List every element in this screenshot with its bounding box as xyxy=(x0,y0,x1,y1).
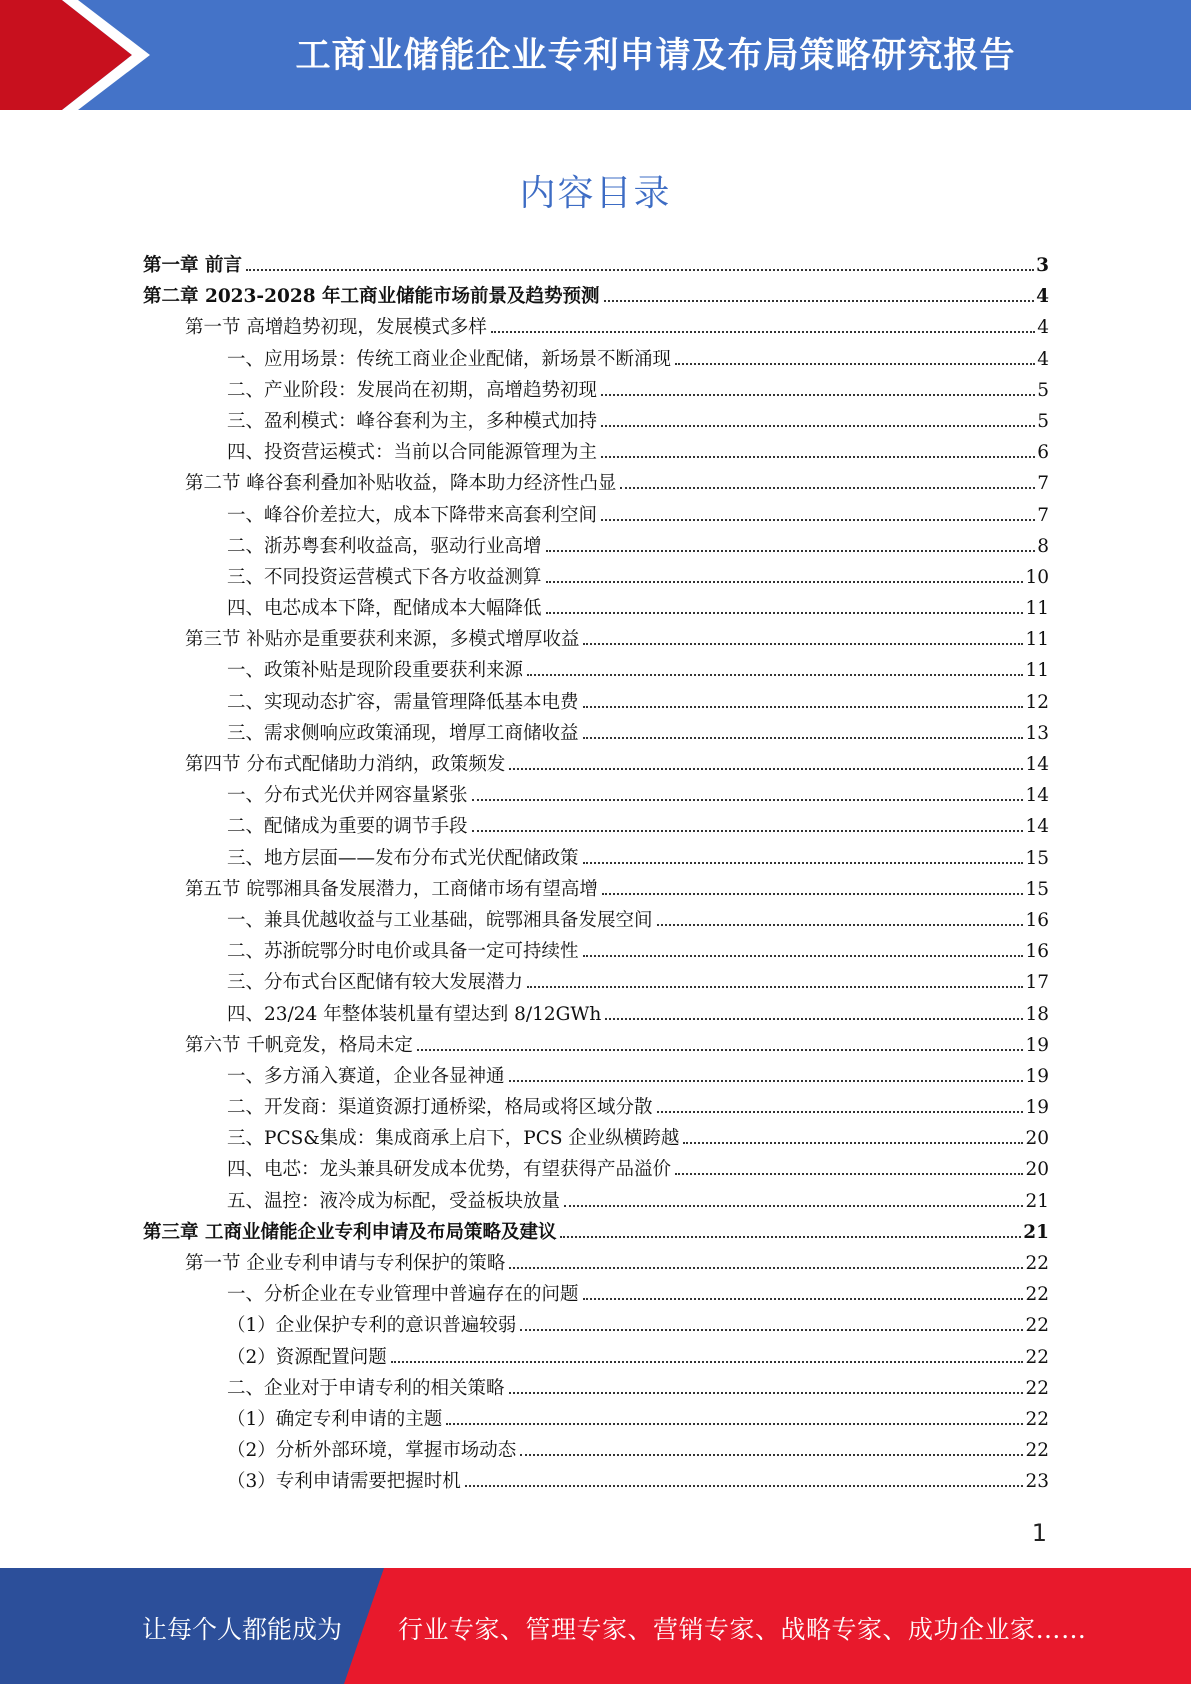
toc-entry-title: 四、投资营运模式：当前以合同能源管理为主 xyxy=(227,442,598,464)
toc-dot-leader xyxy=(601,425,1035,427)
toc-entry-title: 二、实现动态扩容，需量管理降低基本电费 xyxy=(227,691,579,713)
toc-dot-leader xyxy=(246,269,1034,271)
toc-dot-leader xyxy=(546,550,1036,552)
toc-entry-page: 18 xyxy=(1025,1003,1049,1025)
toc-entry-title: （2）资源配置问题 xyxy=(227,1346,387,1368)
toc-entry-title: 第二节 峰谷套利叠加补贴收益，降本助力经济性凸显 xyxy=(185,473,617,495)
toc-entry[interactable] xyxy=(143,1408,1049,1439)
toc-dot-leader xyxy=(446,1423,1023,1425)
toc-entry[interactable] xyxy=(143,566,1049,597)
toc-entry[interactable] xyxy=(143,348,1049,379)
toc-dot-leader xyxy=(509,1392,1024,1394)
toc-dot-leader xyxy=(546,612,1024,614)
toc-dot-leader xyxy=(601,394,1035,396)
toc-entry-title: 二、配储成为重要的调节手段 xyxy=(227,816,468,838)
toc-entry[interactable] xyxy=(143,784,1049,815)
toc-dot-leader xyxy=(520,1454,1023,1456)
toc-entry[interactable] xyxy=(143,472,1049,503)
toc-dot-leader xyxy=(560,1236,1021,1238)
toc-entry-page: 6 xyxy=(1037,442,1049,464)
toc-entry[interactable] xyxy=(143,316,1049,347)
toc-entry[interactable] xyxy=(143,1096,1049,1127)
toc-entry[interactable] xyxy=(143,909,1049,940)
toc-dot-leader xyxy=(527,986,1023,988)
toc-entry-page: 7 xyxy=(1037,504,1049,526)
toc-dot-leader xyxy=(465,1485,1024,1487)
header-banner xyxy=(0,0,1191,110)
toc-entry[interactable] xyxy=(143,1377,1049,1408)
toc-entry-title: 第一章 前言 xyxy=(143,255,242,276)
toc-entry-page: 22 xyxy=(1025,1408,1049,1430)
toc-heading: 内容目录 xyxy=(519,173,672,214)
toc-dot-leader xyxy=(683,1142,1023,1144)
toc-entry-page: 13 xyxy=(1025,722,1049,744)
toc-entry-title: 二、产业阶段：发展尚在初期，高增趋势初现 xyxy=(227,379,598,401)
toc-entry[interactable] xyxy=(143,940,1049,971)
toc-entry-page: 21 xyxy=(1025,1190,1049,1212)
toc-entry-page: 15 xyxy=(1025,878,1049,900)
toc-dot-leader xyxy=(491,331,1035,333)
toc-entry-page: 11 xyxy=(1025,660,1049,682)
toc-entry[interactable] xyxy=(143,1065,1049,1096)
toc-entry-title: 四、电芯成本下降，配储成本大幅降低 xyxy=(227,598,542,620)
toc-entry-page: 22 xyxy=(1025,1284,1049,1306)
header-arrow-decoration xyxy=(0,0,160,110)
toc-entry-page: 19 xyxy=(1025,1034,1049,1056)
toc-entry[interactable] xyxy=(143,878,1049,909)
toc-entry-page: 22 xyxy=(1025,1253,1049,1274)
toc-entry-title: 一、分布式光伏并网容量紧张 xyxy=(227,785,468,807)
toc-dot-leader xyxy=(602,893,1024,895)
toc-entry-page: 22 xyxy=(1025,1377,1049,1399)
toc-entry[interactable] xyxy=(143,847,1049,878)
toc-entry-title: 第四节 分布式配储助力消纳，政策频发 xyxy=(185,754,506,775)
toc-dot-leader xyxy=(472,799,1024,801)
toc-dot-leader xyxy=(520,1329,1023,1331)
toc-entry-page: 7 xyxy=(1037,473,1049,495)
toc-entry-title: 三、PCS&集成：集成商承上启下，PCS 企业纵横跨越 xyxy=(227,1128,680,1150)
toc-entry-page: 5 xyxy=(1037,410,1049,432)
toc-entry[interactable] xyxy=(143,285,1049,316)
toc-dot-leader xyxy=(509,768,1023,770)
toc-entry-title: 第五节 皖鄂湘具备发展潜力，工商储市场有望高增 xyxy=(185,878,598,900)
toc-entry-title: 三、地方层面——发布分布式光伏配储政策 xyxy=(227,847,579,869)
toc-entry-page: 14 xyxy=(1025,816,1049,838)
toc-entry[interactable] xyxy=(143,1252,1049,1283)
toc-entry-title: 二、开发商：渠道资源打通桥梁，格局或将区域分散 xyxy=(227,1097,653,1119)
toc-entry[interactable] xyxy=(143,1470,1049,1501)
toc-dot-leader xyxy=(583,862,1024,864)
toc-dot-leader xyxy=(605,1018,1023,1020)
footer-banner xyxy=(0,1568,1191,1684)
toc-entry-page: 16 xyxy=(1025,909,1049,931)
toc-dot-leader xyxy=(472,830,1024,832)
toc-entry[interactable] xyxy=(143,535,1049,566)
toc-entry-page: 22 xyxy=(1025,1346,1049,1368)
toc-entry-title: 五、温控：液冷成为标配，受益板块放量 xyxy=(227,1190,561,1212)
toc-entry[interactable] xyxy=(143,1003,1049,1034)
toc-entry[interactable] xyxy=(143,379,1049,410)
toc-entry[interactable] xyxy=(143,504,1049,535)
toc-dot-leader xyxy=(546,581,1024,583)
toc-entry-page: 11 xyxy=(1025,629,1049,651)
toc-entry-page: 23 xyxy=(1025,1471,1049,1493)
toc-entry-title: 一、多方涌入赛道，企业各显神通 xyxy=(227,1065,505,1087)
toc-entry-title: 四、23/24 年整体装机量有望达到 8/12GWh xyxy=(227,1003,602,1025)
toc-entry-title: 二、浙苏粤套利收益高，驱动行业高增 xyxy=(227,535,542,557)
toc-entry[interactable] xyxy=(143,1190,1049,1221)
toc-entry-page: 22 xyxy=(1025,1440,1049,1462)
footer-slogan-right: 行业专家、管理专家、营销专家、战略专家、成功企业家…… xyxy=(398,1615,1087,1644)
toc-entry[interactable] xyxy=(143,691,1049,722)
toc-entry-title: 三、需求侧响应政策涌现，增厚工商储收益 xyxy=(227,722,579,744)
toc-dot-leader xyxy=(583,706,1024,708)
toc-entry[interactable] xyxy=(143,722,1049,753)
toc-entry-title: （2）分析外部环境，掌握市场动态 xyxy=(227,1440,517,1462)
toc-entry[interactable] xyxy=(143,1346,1049,1377)
toc-entry[interactable] xyxy=(143,971,1049,1002)
toc-entry-title: 二、苏浙皖鄂分时电价或具备一定可持续性 xyxy=(227,941,579,963)
toc-dot-leader xyxy=(509,1267,1023,1269)
toc-dot-leader xyxy=(564,1205,1023,1207)
toc-entry-title: 第三章 工商业储能企业专利申请及布局策略及建议 xyxy=(143,1221,557,1243)
toc-entry-title: 一、应用场景：传统工商业企业配储，新场景不断涌现 xyxy=(227,348,672,370)
toc-entry-page: 19 xyxy=(1025,1097,1049,1119)
toc-entry-title: 第六节 千帆竞发，格局未定 xyxy=(185,1034,413,1056)
toc-entry[interactable] xyxy=(143,254,1049,285)
toc-entry-page: 4 xyxy=(1036,286,1049,308)
toc-list xyxy=(143,254,1049,1502)
toc-dot-leader xyxy=(583,955,1024,957)
toc-entry-page: 14 xyxy=(1025,785,1049,807)
toc-entry[interactable] xyxy=(143,1158,1049,1189)
toc-entry[interactable] xyxy=(143,659,1049,690)
toc-entry-title: 第三节 补贴亦是重要获利来源，多模式增厚收益 xyxy=(185,629,580,651)
toc-entry-title: （3）专利申请需要把握时机 xyxy=(227,1471,461,1493)
toc-entry-title: 一、兼具优越收益与工业基础，皖鄂湘具备发展空间 xyxy=(227,909,653,931)
toc-entry-title: 二、企业对于申请专利的相关策略 xyxy=(227,1377,505,1399)
toc-entry-page: 20 xyxy=(1025,1128,1049,1150)
toc-dot-leader xyxy=(675,1173,1023,1175)
toc-dot-leader xyxy=(583,1298,1024,1300)
toc-entry[interactable] xyxy=(143,597,1049,628)
toc-entry-page: 4 xyxy=(1037,317,1049,339)
toc-entry-title: （1）确定专利申请的主题 xyxy=(227,1408,443,1430)
toc-entry-page: 20 xyxy=(1025,1159,1049,1181)
toc-entry-title: 一、分析企业在专业管理中普遍存在的问题 xyxy=(227,1284,579,1306)
toc-entry-title: 第一节 企业专利申请与专利保护的策略 xyxy=(185,1253,506,1274)
toc-entry[interactable] xyxy=(143,753,1049,784)
toc-entry[interactable] xyxy=(143,1221,1049,1252)
toc-dot-leader xyxy=(620,487,1035,489)
toc-entry-title: 四、电芯：龙头兼具研发成本优势，有望获得产品溢价 xyxy=(227,1159,672,1181)
toc-entry-title: 三、分布式台区配储有较大发展潜力 xyxy=(227,972,524,994)
toc-entry[interactable] xyxy=(143,815,1049,846)
toc-dot-leader xyxy=(601,519,1035,521)
toc-dot-leader xyxy=(391,1361,1024,1363)
toc-entry-page: 14 xyxy=(1025,754,1049,775)
toc-entry[interactable] xyxy=(143,1034,1049,1065)
toc-entry-title: 一、政策补贴是现阶段重要获利来源 xyxy=(227,660,524,682)
toc-entry-page: 22 xyxy=(1025,1315,1049,1337)
toc-entry-page: 3 xyxy=(1036,255,1049,276)
toc-entry-title: 一、峰谷价差拉大，成本下降带来高套利空间 xyxy=(227,504,598,526)
toc-dot-leader xyxy=(527,674,1023,676)
toc-dot-leader xyxy=(657,1111,1024,1113)
toc-dot-leader xyxy=(601,456,1035,458)
toc-entry-page: 4 xyxy=(1037,348,1049,370)
toc-entry[interactable] xyxy=(143,410,1049,441)
footer-slogan-left: 让每个人都能成为 xyxy=(142,1615,343,1644)
toc-entry-title: （1）企业保护专利的意识普遍较弱 xyxy=(227,1315,517,1337)
toc-entry-title: 三、不同投资运营模式下各方收益测算 xyxy=(227,566,542,588)
toc-entry-title: 三、盈利模式：峰谷套利为主，多种模式加持 xyxy=(227,410,598,432)
toc-dot-leader xyxy=(657,924,1024,926)
toc-entry-page: 11 xyxy=(1025,598,1049,620)
toc-dot-leader xyxy=(675,363,1035,365)
report-title: 工商业储能企业专利申请及布局策略研究报告 xyxy=(295,36,1016,76)
toc-dot-leader xyxy=(509,1080,1024,1082)
toc-entry-page: 8 xyxy=(1037,535,1049,557)
toc-entry[interactable] xyxy=(143,1283,1049,1314)
toc-entry-page: 16 xyxy=(1025,941,1049,963)
toc-dot-leader xyxy=(417,1049,1024,1051)
toc-entry-page: 19 xyxy=(1025,1065,1049,1087)
toc-entry-title: 第一节 高增趋势初现，发展模式多样 xyxy=(185,317,487,339)
toc-entry[interactable] xyxy=(143,1127,1049,1158)
toc-entry-page: 17 xyxy=(1025,972,1049,994)
toc-entry[interactable] xyxy=(143,1439,1049,1470)
toc-entry-page: 10 xyxy=(1025,566,1049,588)
toc-dot-leader xyxy=(583,643,1023,645)
toc-entry-page: 5 xyxy=(1037,379,1049,401)
toc-entry[interactable] xyxy=(143,441,1049,472)
toc-entry-title: 第二章 2023-2028 年工商业储能市场前景及趋势预测 xyxy=(143,286,600,308)
toc-entry-page: 21 xyxy=(1023,1221,1049,1243)
toc-entry[interactable] xyxy=(143,628,1049,659)
toc-entry-page: 12 xyxy=(1025,691,1049,713)
toc-dot-leader xyxy=(583,737,1024,739)
toc-entry-page: 15 xyxy=(1025,847,1049,869)
toc-dot-leader xyxy=(604,300,1035,302)
toc-entry[interactable] xyxy=(143,1314,1049,1345)
page-number: 1 xyxy=(1031,1519,1047,1547)
